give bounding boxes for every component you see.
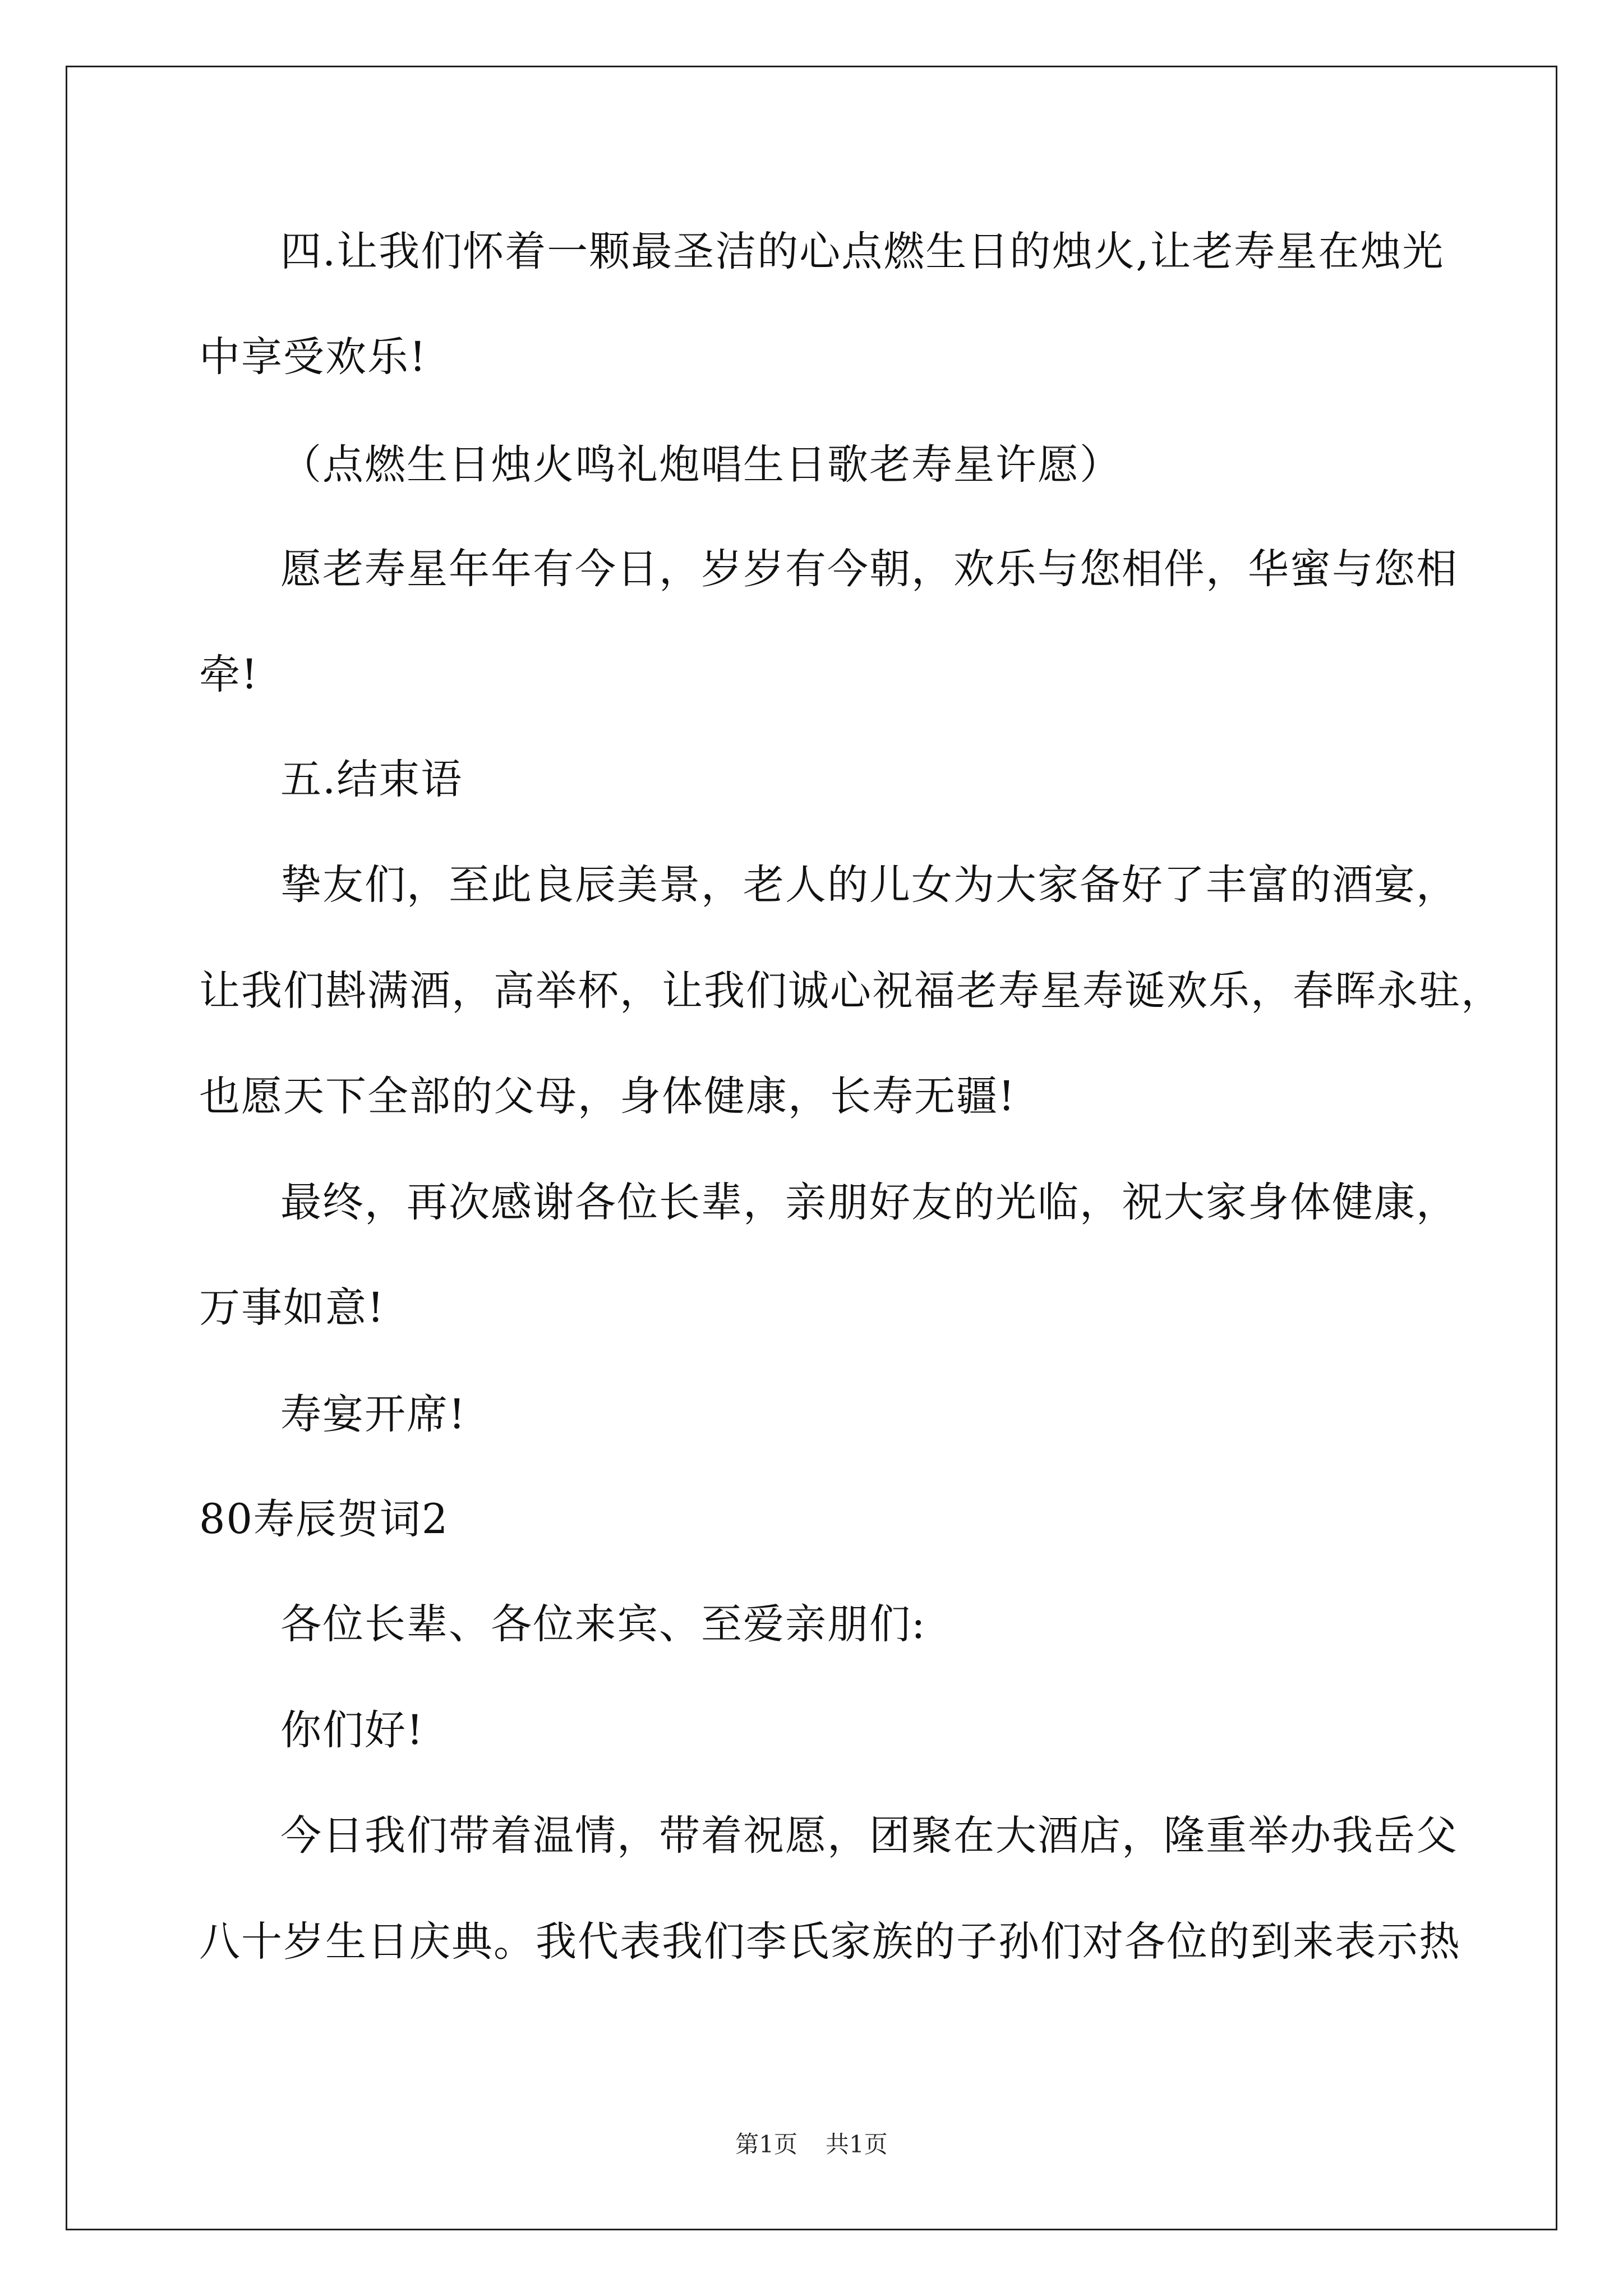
page-total: 共1页 <box>826 2131 888 2158</box>
paragraph-line: 八十岁生日庆典。我代表我们李氏家族的子孙们对各位的到来表示热 <box>199 1918 1461 1966</box>
document-title: 80寿辰贺词2 <box>199 1496 449 1543</box>
page-footer <box>0 2133 1623 2156</box>
paragraph-line: 你们好! <box>280 1706 425 1754</box>
paragraph-line: 万事如意! <box>199 1284 385 1332</box>
paragraph-line: 四.让我们怀着一颗最圣洁的心点燃生日的烛火,让老寿星在烛光 <box>280 228 1445 275</box>
paragraph-line: 寿宴开席! <box>280 1391 467 1438</box>
paragraph-line: 牵! <box>199 651 259 698</box>
paragraph-line: 也愿天下全部的父母，身体健康，长寿无疆! <box>199 1073 1016 1120</box>
paragraph-line: 最终，再次感谢各位长辈，亲朋好友的光临，祝大家身体健康， <box>280 1179 1458 1226</box>
paragraph-line: （点燃生日烛火鸣礼炮唱生日歌老寿星许愿） <box>280 441 1122 489</box>
paragraph-line: 让我们斟满酒，高举杯，让我们诚心祝福老寿星寿诞欢乐，春晖永驻， <box>199 967 1503 1015</box>
paragraph-line: 愿老寿星年年有今日，岁岁有今朝，欢乐与您相伴，华蜜与您相 <box>280 545 1458 593</box>
paragraph-line: 挚友们，至此良辰美景，老人的儿女为大家备好了丰富的酒宴， <box>280 861 1458 909</box>
paragraph-line: 各位长辈、各位来宾、至爱亲朋们: <box>280 1600 926 1648</box>
section-heading: 五.结束语 <box>280 756 463 803</box>
page-border <box>66 66 1557 2230</box>
paragraph-line: 中享受欢乐! <box>199 333 427 381</box>
page-number: 第1页 <box>735 2131 797 2158</box>
paragraph-line: 今日我们带着温情，带着祝愿，团聚在大酒店，隆重举办我岳父 <box>280 1812 1458 1860</box>
